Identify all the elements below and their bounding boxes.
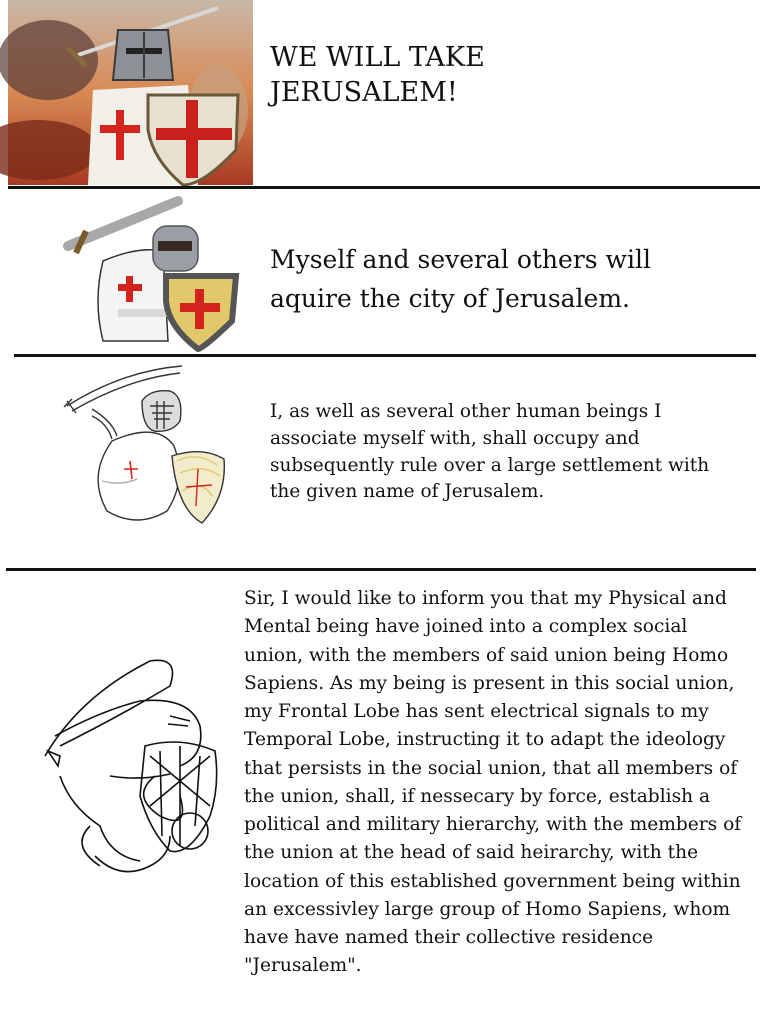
crusader-scribble-image	[40, 656, 230, 886]
panel-3-text: I, as well as several other human beings I associate myself with, shall occupy and subsequently rule over a large settlement with the given name of Jerusalem.	[270, 401, 710, 503]
crusader-cartoon-image	[58, 191, 248, 351]
panel-1-text: WE WILL TAKE JERUSALEM!	[270, 42, 485, 109]
panel-2	[0, 189, 760, 354]
crusader-painting-image	[8, 0, 253, 185]
panel-4	[0, 571, 760, 1031]
panel-1	[0, 0, 760, 190]
crusader-sketch-image	[62, 361, 252, 531]
panel-2-text: Myself and several others will aquire the city of Jerusalem.	[270, 245, 651, 313]
panel-4-text: Sir, I would like to inform you that my Physical and Mental being have joined into a complex social union, with the members of said union being Homo Sapiens. As my being is present in this social union, my Frontal Lobe has sent electrical signals to my Temporal Lobe, instructing it to adapt the ideology that persists in the social union, that all members of the union, shall, if nessecary by force, establish a political and military hierarchy, with the members of the union at the head of said heirarchy, with the location of this established government being within an excessivley large group of Homo Sapiens, whom have have named their collective residence "Jerusalem".	[244, 588, 742, 977]
panel-3	[0, 357, 760, 567]
